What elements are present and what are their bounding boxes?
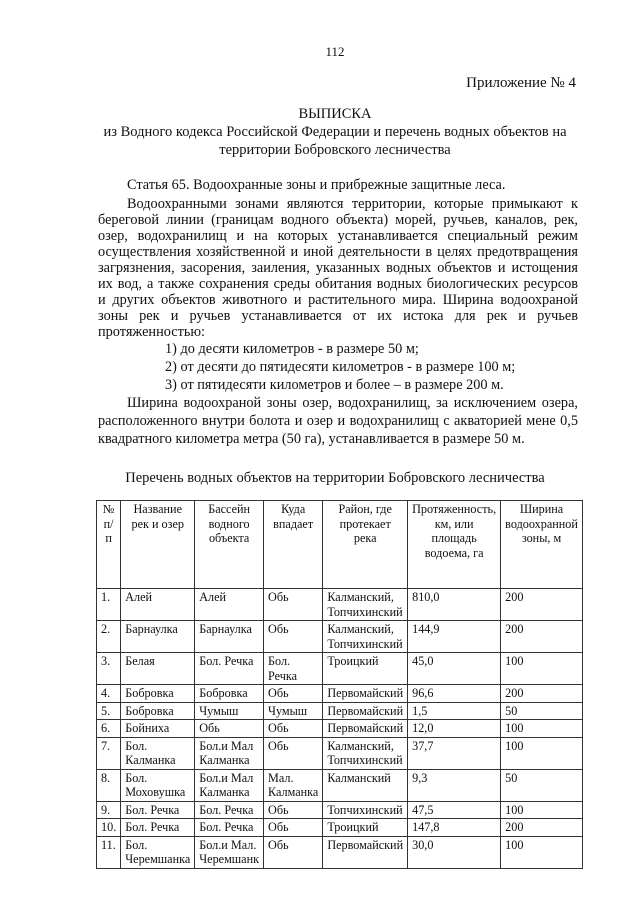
table-cell: 37,7: [408, 737, 501, 769]
table-cell: 100: [501, 801, 583, 819]
table-cell: Алей: [121, 589, 195, 621]
table-cell: 11.: [97, 836, 121, 868]
table-cell: Первомайский: [323, 720, 408, 738]
list-item: 3) от пятидесяти километров и более – в размере 200 м.: [165, 377, 504, 393]
table-cell: Троицкий: [323, 653, 408, 685]
table-cell: 100: [501, 653, 583, 685]
table-cell: 96,6: [408, 685, 501, 703]
table-cell: 50: [501, 702, 583, 720]
table-row: [97, 769, 583, 801]
table-row: [97, 720, 583, 738]
table-cell: Бобровка: [121, 685, 195, 703]
page-number: 112: [325, 44, 345, 59]
table-row: [97, 702, 583, 720]
paragraph-line: Водоохранными зонами являются территории, которые примыкают к: [127, 196, 578, 212]
table-cell: 9.: [97, 801, 121, 819]
table-cell: Барнаулка: [121, 621, 195, 653]
table-cell: Обь: [264, 819, 323, 837]
table-cell: Бобровка: [121, 702, 195, 720]
table-cell: Бол. Речка: [264, 653, 323, 685]
table-cell: 3.: [97, 653, 121, 685]
column-header: Куда впадает: [264, 501, 323, 589]
table-cell: Бол. Речка: [121, 819, 195, 837]
table-cell: 144,9: [408, 621, 501, 653]
table-cell: Бол. Речка: [195, 801, 264, 819]
table-cell: Обь: [264, 801, 323, 819]
table-cell: 6.: [97, 720, 121, 738]
paragraph-line: квадратного километра метра (50 га), устанавливается в размере 50 м.: [98, 431, 525, 447]
table-row: [97, 819, 583, 837]
list-item: 1) до десяти километров - в размере 50 м;: [165, 341, 419, 357]
table-cell: 9,3: [408, 769, 501, 801]
table-cell: 12,0: [408, 720, 501, 738]
table-cell: Первомайский: [323, 702, 408, 720]
table-cell: Белая: [121, 653, 195, 685]
table-cell: Бол.и Мал. Черемшанк: [195, 836, 264, 868]
table-cell: 10.: [97, 819, 121, 837]
table-row: [97, 737, 583, 769]
table-cell: Топчихинский: [323, 801, 408, 819]
table-cell: Первомайский: [323, 685, 408, 703]
table-cell: Чумыш: [195, 702, 264, 720]
table-cell: Бол.и Мал Калманка: [195, 737, 264, 769]
column-header: Район, где протекает река: [323, 501, 408, 589]
document-title: ВЫПИСКА: [298, 106, 372, 122]
table-cell: 200: [501, 685, 583, 703]
table-cell: Бол. Моховушка: [121, 769, 195, 801]
document-subtitle-line-1: из Водного кодекса Российской Федерации и перечень водных объектов на: [103, 124, 567, 140]
table-cell: Мал. Калманка: [264, 769, 323, 801]
column-header: № п/п: [97, 501, 121, 589]
table-cell: Бол. Речка: [195, 819, 264, 837]
table-cell: Бойниха: [121, 720, 195, 738]
table-cell: Калманский, Топчихинский: [323, 621, 408, 653]
table-cell: 200: [501, 589, 583, 621]
paragraph-line: озер, водохранилищ и на которых устанавливается специальный режим: [98, 228, 578, 244]
table-cell: Обь: [264, 720, 323, 738]
table-cell: 47,5: [408, 801, 501, 819]
table-row: [97, 621, 583, 653]
table-cell: Бол.и Мал Калманка: [195, 769, 264, 801]
table-cell: Бол. Речка: [121, 801, 195, 819]
table-cell: Калманский, Топчихинский: [323, 589, 408, 621]
table-cell: 2.: [97, 621, 121, 653]
table-cell: 7.: [97, 737, 121, 769]
table-cell: Обь: [264, 589, 323, 621]
table-cell: 100: [501, 720, 583, 738]
table-cell: 810,0: [408, 589, 501, 621]
table-cell: 147,8: [408, 819, 501, 837]
table-row: [97, 653, 583, 685]
table-cell: Обь: [264, 836, 323, 868]
paragraph-line: осуществления хозяйственной и иной деятельности в целях предотвращения: [98, 244, 578, 260]
table-cell: Бол. Черемшанка: [121, 836, 195, 868]
table-row: [97, 801, 583, 819]
paragraph-line: зоны рек и ручьев устанавливается от их истока для рек и ручьев: [98, 308, 578, 324]
list-item: 2) от десяти до пятидесяти километров - в размере 100 м;: [165, 359, 516, 375]
table-cell: 30,0: [408, 836, 501, 868]
paragraph-line: загрязнения, засорения, заиления, указанных водных объектов и истощения: [98, 260, 578, 276]
table-cell: 45,0: [408, 653, 501, 685]
column-header: Бассейн водного объекта: [195, 501, 264, 589]
column-header: Протяженность, км, или площадь водоема, га: [408, 501, 501, 589]
table-row: [97, 836, 583, 868]
table-cell: 4.: [97, 685, 121, 703]
column-header: Ширина водоохранной зоны, м: [501, 501, 583, 589]
table-cell: 8.: [97, 769, 121, 801]
table-cell: Бобровка: [195, 685, 264, 703]
paragraph-line: протяженностью:: [98, 324, 206, 340]
paragraph-line: Ширина водоохраной зоны озер, водохранилищ, за исключением озера,: [127, 395, 578, 411]
table-cell: Обь: [264, 737, 323, 769]
column-header: Название рек и озер: [121, 501, 195, 589]
table-cell: Троицкий: [323, 819, 408, 837]
table-cell: Бол. Речка: [195, 653, 264, 685]
table-cell: Калманский: [323, 769, 408, 801]
table-cell: 5.: [97, 702, 121, 720]
table-cell: Обь: [264, 621, 323, 653]
table-row: [97, 589, 583, 621]
paragraph-line: береговой линии (границам водного объекта) морей, ручьев, каналов, рек,: [98, 212, 578, 228]
article-heading: Статья 65. Водоохранные зоны и прибрежные защитные леса.: [127, 177, 506, 193]
table-cell: Калманский, Топчихинский: [323, 737, 408, 769]
table-cell: 50: [501, 769, 583, 801]
water-objects-table: [96, 500, 583, 869]
appendix-label: Приложение № 4: [466, 75, 576, 91]
table-cell: Обь: [264, 685, 323, 703]
table-cell: Алей: [195, 589, 264, 621]
table-cell: Первомайский: [323, 836, 408, 868]
table-cell: 1,5: [408, 702, 501, 720]
document-subtitle-line-2: территории Бобровского лесничества: [219, 142, 451, 158]
table-cell: Обь: [195, 720, 264, 738]
table-cell: 100: [501, 737, 583, 769]
table-cell: Чумыш: [264, 702, 323, 720]
table-title: Перечень водных объектов на территории Бобровского лесничества: [125, 470, 545, 486]
table-cell: 200: [501, 819, 583, 837]
table-cell: 200: [501, 621, 583, 653]
table-cell: Барнаулка: [195, 621, 264, 653]
paragraph-line: и других объектов животного и растительного мира. Ширина водоохраной: [98, 292, 578, 308]
table-cell: Бол. Калманка: [121, 737, 195, 769]
table-cell: 1.: [97, 589, 121, 621]
table-cell: 100: [501, 836, 583, 868]
paragraph-line: расположенного внутри болота и озер и водохранилищ с акваторией мене 0,5: [98, 413, 578, 429]
table-row: [97, 685, 583, 703]
paragraph-line: их вод, а также сохранения среды обитания водных биологических ресурсов: [98, 276, 578, 292]
